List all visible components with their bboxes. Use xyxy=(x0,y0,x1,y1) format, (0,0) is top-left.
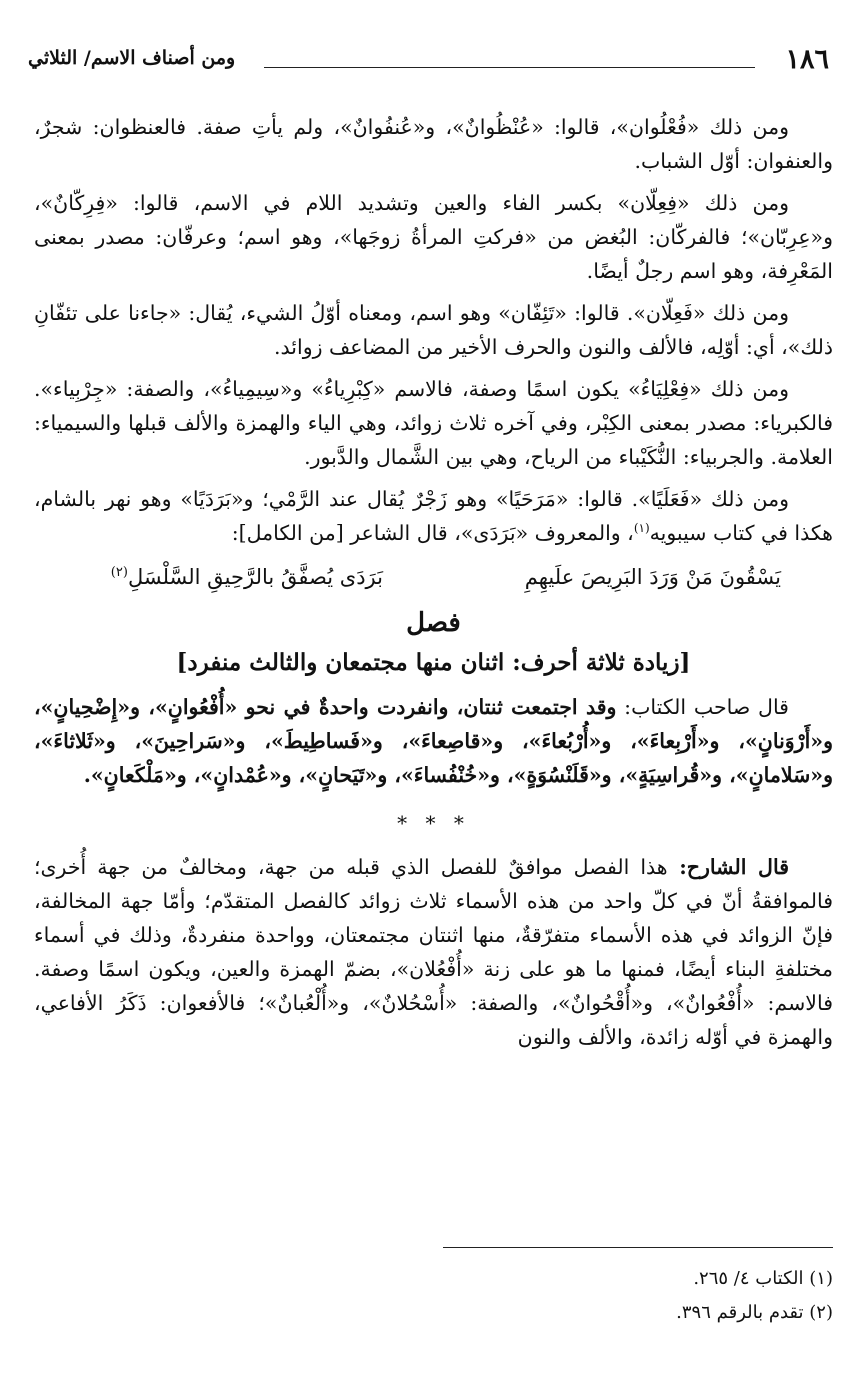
paragraph-fulwan: ومن ذلك «فُعْلُوان»، قالوا: «عُنْظُوانٌ»، و«عُنفُوانٌ»، ولم يأتِ صفة. فالعنظوان: شجرٌ، والعنفوان: أوّل الشباب. xyxy=(34,115,833,173)
section-title: فصل xyxy=(406,608,461,638)
footnotes xyxy=(676,1262,833,1330)
page-header xyxy=(28,44,829,84)
commentary-text: هذا الفصل موافقٌ للفصل الذي قبله من جهة، ومخالفٌ من جهة أُخرى؛ فالموافقةُ أنّ في كلّ واحد من هذه الأسماء ثلاث زوائد كالفصل المتقدّم؛ وأمّا جهة المخالفة، فإنّ الزوائد في هذه الأسماء متفرّقةٌ، منها اثنتان مجتمعتان، وواحدة منفردةٌ، وذلك في أسماء مختلفةِ البناء أيضًا، فمنها ما هو على زنة «أُفْعُلان»، بضمّ الهمزة والعين، ويكون اسمًا وصفة. فالاسم: «أُفْعُوانٌ»، و«أُقْحُوانٌ»، والصفة: «أُسْحُلانٌ»، و«أُلْعُبانٌ»؛ فالأفعوان: ذَكَرُ الأفاعي، والهمزة في أوّله زائدة، والألف والنون xyxy=(34,855,834,1049)
commentary-lead: قال الشارح: xyxy=(667,855,789,879)
matn-paragraph xyxy=(34,690,833,792)
paragraph-faalaya xyxy=(34,482,833,550)
verse-hemistich-second xyxy=(111,560,383,594)
paragraph-fa-illan: ومن ذلك «فَعِلّان». قالوا: «تَئِفّان» وهو اسم، ومعناه أوّلُ الشيء، يُقال: «جاءنا على تئفّانِ ذلك»، أي: أوّلِه، فالألف والنون والحرف الأخير من المضاعف زوائد. xyxy=(34,301,833,359)
paragraph-fi-illan: ومن ذلك «فِعِلّان» بكسر الفاء والعين وتشديد اللام في الاسم، قالوا: «فِرِكّانٌ»، و«عِرِبّان»؛ فالفركّان: البُغض من «فركتِ المرأةُ زوجَها»، وهو اسم؛ وعرفّان: مصدر بمعنى المَعْرِفة، وهو اسم رجلٌ أيضًا. xyxy=(34,191,833,283)
footnote-2: (٢) تقدم بالرقم ٣٩٦. xyxy=(676,1302,833,1323)
verse-hemistich-first: يَسْقُونَ مَنْ وَرَدَ البَرِيصَ علَيهِمِ xyxy=(524,565,781,589)
page-body xyxy=(34,110,833,1062)
commentary-paragraph xyxy=(34,850,833,1054)
matn-text: وقد اجتمعت ثنتان، وانفردت واحدةٌ في نحو «أُفْعُوانٍ»، و«إِضْحِيانٍ»، و«أَرْوَنانٍ»، و«أَرْبِعاءَ»، و«أُرْبُعاءَ»، و«قاصِعاءَ»، و«فَساطِيطَ»، و«سَراحِينَ»، و«ثَلاثاءَ»، و«سَلامانٍ»، و«قُراسِيَةٍ»، و«قَلَنْسُوَةٍ»، و«خُنْفُساءَ»، و«تَيَحانٍ»، و«عُمْدانٍ»، و«مَلْكَعانٍ». xyxy=(34,695,833,787)
matn-lead: قال صاحب الكتاب: xyxy=(616,695,789,719)
footnote-rule xyxy=(443,1247,833,1248)
paragraph-faalaya-tail: ، والمعروف «بَرَدَى»، قال الشاعر [من الكامل]: xyxy=(231,521,634,545)
running-title: ومن أصناف الاسم/ الثلاثي xyxy=(28,47,236,69)
footnote-ref-2: (٢) xyxy=(110,565,128,580)
section-subtitle: [زيادة ثلاثة أحرف: اثنان منها مجتمعان والثالث منفرد] xyxy=(176,649,691,676)
footnote-ref-1: (١) xyxy=(633,521,650,536)
paragraph-faalaya-text: ومن ذلك «فَعَلَيًا». قالوا: «مَرَحَيًا» وهو زَجْرٌ يُقال عند الرَّمْي؛ و«بَرَدَيًا» وهو نهر بالشام، هكذا في كتاب سيبويه xyxy=(34,487,833,545)
header-rule xyxy=(264,67,755,68)
section-separator-stars: * * * xyxy=(397,811,470,835)
page-number: ١٨٦ xyxy=(785,44,829,75)
paragraph-filiya: ومن ذلك «فِعْلِيَاءُ» يكون اسمًا وصفة، فالاسم «كِبْرِياءُ» و«سِيمِياءُ»، والصفة: «جِرْبِياء». فالكبرياء: مصدر بمعنى الكِبْر، وفي آخره ثلاث زوائد، وهي الياء والهمزة والألف قبلها والسيمياء: العلامة. والجربياء: النُّكَيْباء من الرياح، وهي بين الشَّمال والدَّبور. xyxy=(34,377,833,469)
footnote-1: (١) الكتاب ٤/ ٢٦٥. xyxy=(693,1268,833,1289)
verse-hemistich-second-text: بَرَدَى يُصفَّقُ بالرَّحِيقِ السَّلْسَلِ xyxy=(127,565,383,589)
poetry-verse xyxy=(34,558,833,598)
